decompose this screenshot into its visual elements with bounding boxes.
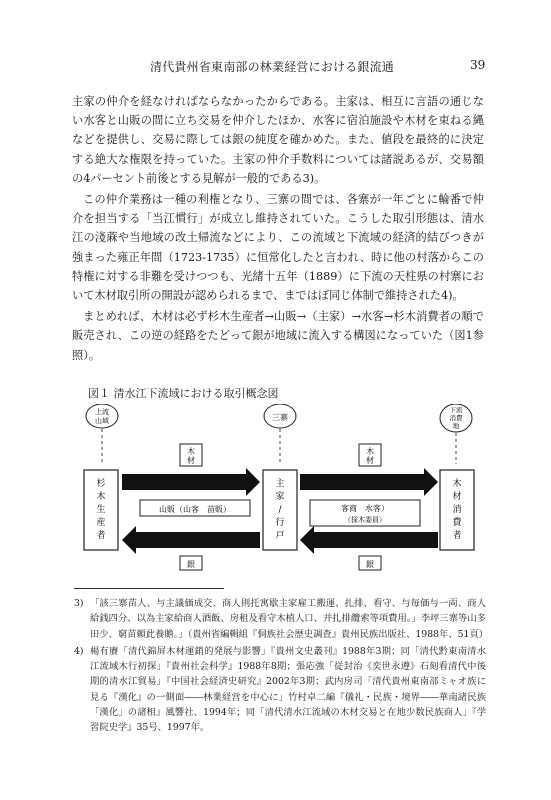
upstream-circle [86, 404, 118, 428]
silver-label-2: 銀 [366, 560, 374, 569]
footnote-number: 4) [74, 645, 84, 657]
consumer-char-4: 費 [452, 518, 462, 528]
paragraph-1: 主家の仲介を経なければならなかったからである。主家は、相互に言語の通じない水客と山販の間に立ち交易を仲介したほか、水客に宿泊施設や木材を束ねる縄などを提供し、交易に際しては銀の純度を確かめた。また、値段を最終的に決定する絶大な権限を持っていた。主家の仲介手数料については諸説あるが、交易額の4パーセント前後とする見解が一般的である3)。 [72, 95, 484, 185]
downstream-circle [440, 404, 472, 432]
footnote-number: 3) [74, 598, 84, 609]
producer-char-3: 生 [96, 505, 106, 515]
host-char-5: 戸 [275, 531, 285, 541]
timber-arrow-right [300, 468, 438, 496]
producer-char-2: 木 [96, 492, 106, 502]
host-char-1: 主 [275, 479, 285, 489]
timber-label-1a: 木 [187, 447, 195, 456]
downstream-label-1: 下流 [449, 406, 463, 414]
silver-arrow-right [300, 526, 438, 554]
paragraph-2: この仲介業務は一種の利権となり、三寨の間では、各寨が一年ごとに輪番で仲介を担当する「当江慣行」が成立し維持されていた。こうした取引形態は、清水江の淺蔴や当地域の改土帰流などにより、この流域と下流域の経済的結びつきが強まった雍正年間（1723-1735）に恒常化したと言われ、時に他の村落からこの特権に対する非難を受けつつも、光緒十五年（1889）に下流の天柱県の村寨において木材取引所の開設が認められるまで、まではぼ同じ体制で維持された4)。 [72, 193, 484, 303]
sanzhai-label: 三寨 [272, 413, 288, 422]
footnotes [74, 596, 489, 738]
host-char-2: 家 [275, 492, 285, 502]
host-char-3: / [278, 505, 282, 515]
timber-label-1b: 材 [187, 456, 195, 465]
host-char-4: 行 [275, 518, 285, 528]
silver-label-1: 銀 [187, 560, 195, 569]
page-number: 39 [470, 58, 486, 72]
consumer-char-5: 者 [452, 531, 462, 541]
figure-caption: 図１ 清水江下流域における取引概念図 [88, 387, 279, 400]
downstream-label-2: 消費 [449, 414, 463, 422]
downstream-label-3: 地 [452, 422, 460, 430]
trade-flow-diagram [74, 404, 486, 574]
consumer-char-2: 材 [452, 492, 462, 502]
timber-label-2a: 木 [366, 447, 374, 456]
upstream-label-1: 上流 [95, 408, 109, 416]
timber-label-2b: 材 [366, 456, 374, 465]
running-header: 清代貴州省東南部の林業経営における銀流通 [150, 60, 395, 74]
shanfan-label: 山販（山客 苗販） [159, 505, 231, 514]
timber-arrow-left [122, 468, 260, 496]
silver-arrow-left [122, 526, 260, 554]
footnote-text: 楊有賡「清代錦屏木材運銷的発展与影響」『貴州文史叢刊』1988年3期；同「清代黔東南清水江流域木行初探」『貴州社会科学』1988年8期；張応強「従封治《奕世永遵》石刻看清代中後期的清水江貿易」『中国社会経済史研究』2002年3期；武内房司「清代貴州東南部ミャオ族に見る『漢化』の一側面――林業経営を中心に」竹村卓二編『儀礼・民族・境界――華南諸民族「漢化」の諸相』風響社、1994年；同「清代清水江流域の木材交易と在地少数民族商人」『学習院史学』35号、1997年。 [90, 645, 486, 734]
producer-char-1: 杉 [96, 479, 106, 489]
sanzhai-circle [264, 404, 296, 428]
upstream-label-2: 山域 [95, 417, 109, 425]
main-text [72, 92, 484, 367]
footnote-rule [74, 588, 224, 589]
shuike-sub-label: （採木委員） [344, 516, 386, 524]
consumer-char-3: 消 [452, 505, 462, 515]
footnote-3 [74, 596, 489, 642]
shuike-label: 客商 水客） [341, 504, 389, 513]
producer-char-4: 産 [96, 518, 106, 528]
footnote-4 [74, 644, 486, 736]
consumer-char-1: 木 [452, 479, 462, 489]
producer-char-5: 者 [96, 531, 106, 541]
footnote-text: 「該三寨苗人、与主議価成交、商人則托寓歇主家雇工搬運、扎排、看守、与毎価与一両、商人給銭四分、以為主家給商人酒飯、房租及看守木植人口、并扎排纜索等項費用。」李坪三寨等山多田少、窮苗頼此養贍。」（貴州省編輯組『侗族社会歴史調査』貴州民族出版社、1988年、51頁） [90, 598, 489, 640]
paragraph-3: まとめれば、木材は必ず杉木生産者→山販→（主家）→水客→杉木消費者の順で販売され、この逆の経路をたどって銀が地域に流入する構図になっていた（図1参照）。 [72, 310, 484, 362]
